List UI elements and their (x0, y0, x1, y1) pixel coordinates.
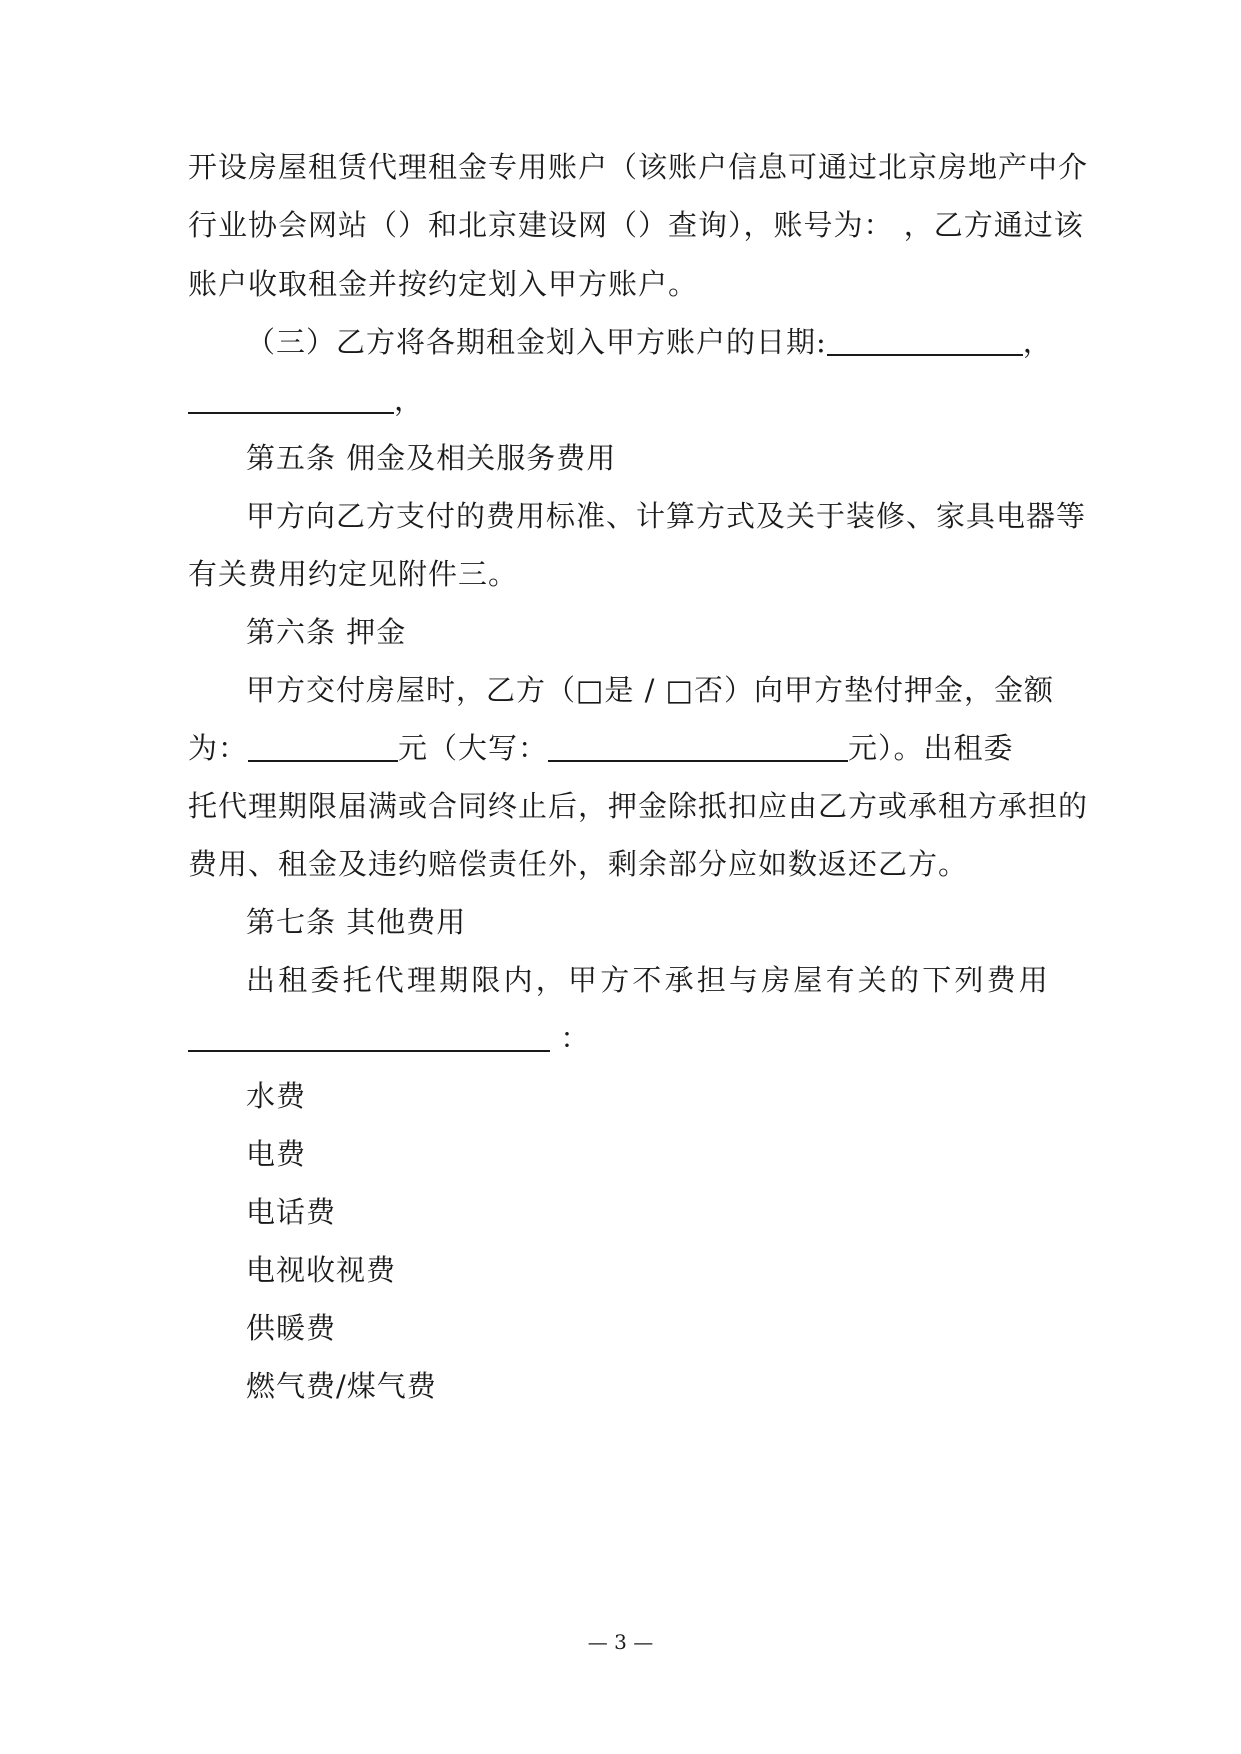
text-segment: 元（大写： (398, 731, 549, 765)
text-segment: ， (394, 383, 425, 417)
paragraph-line: 出租委托代理期限内，甲方不承担与房屋有关的下列费用 (246, 963, 1052, 997)
text-segment: ： (550, 1021, 591, 1055)
paragraph-line (246, 322, 1126, 362)
paragraph-line: 账户收取租金并按约定划入甲方账户。 (188, 267, 699, 301)
fee-item: 电费 (246, 1137, 307, 1171)
blank-field (827, 324, 1023, 356)
paragraph-line (188, 1018, 1068, 1058)
paragraph-line: 甲方交付房屋时，乙方（□是 / □否）向甲方垫付押金，金额 (246, 673, 1055, 707)
paragraph-line (188, 728, 1068, 768)
text-segment: ， (1022, 325, 1053, 359)
blank-field (548, 730, 848, 762)
article-title: 第五条 佣金及相关服务费用 (246, 441, 617, 475)
blank-field (188, 1020, 550, 1052)
page-number: — 3 — (587, 1630, 654, 1654)
fee-item: 电视收视费 (246, 1253, 397, 1287)
paragraph-line: 甲方向乙方支付的费用标准、计算方式及关于装修、家具电器等 (246, 499, 1087, 533)
article-title: 第六条 押金 (246, 615, 407, 649)
paragraph-line: 有关费用约定见附件三。 (188, 557, 519, 591)
blank-field (248, 730, 398, 762)
paragraph-line (188, 380, 1068, 420)
paragraph-line: 费用、租金及违约赔偿责任外，剩余部分应如数返还乙方。 (188, 847, 969, 881)
fee-item: 水费 (246, 1079, 307, 1113)
article-title: 第七条 其他费用 (246, 905, 467, 939)
paragraph-line: 行业协会网站（）和北京建设网（）查询），账号为： ，乙方通过该 (188, 208, 1084, 242)
fee-item: 燃气费/煤气费 (246, 1369, 437, 1403)
fee-item: 供暖费 (246, 1311, 337, 1345)
text-segment: 元）。出租委 (848, 731, 1014, 765)
paragraph-line: 托代理期限届满或合同终止后，押金除抵扣应由乙方或承租方承担的 (188, 789, 1089, 823)
blank-field (188, 382, 394, 414)
text-segment: 为： (188, 731, 249, 765)
text-segment: （三）乙方将各期租金划入甲方账户的日期: (246, 325, 827, 359)
fee-item: 电话费 (246, 1195, 337, 1229)
paragraph-line: 开设房屋租赁代理租金专用账户（该账户信息可通过北京房地产中介 (188, 150, 1089, 184)
